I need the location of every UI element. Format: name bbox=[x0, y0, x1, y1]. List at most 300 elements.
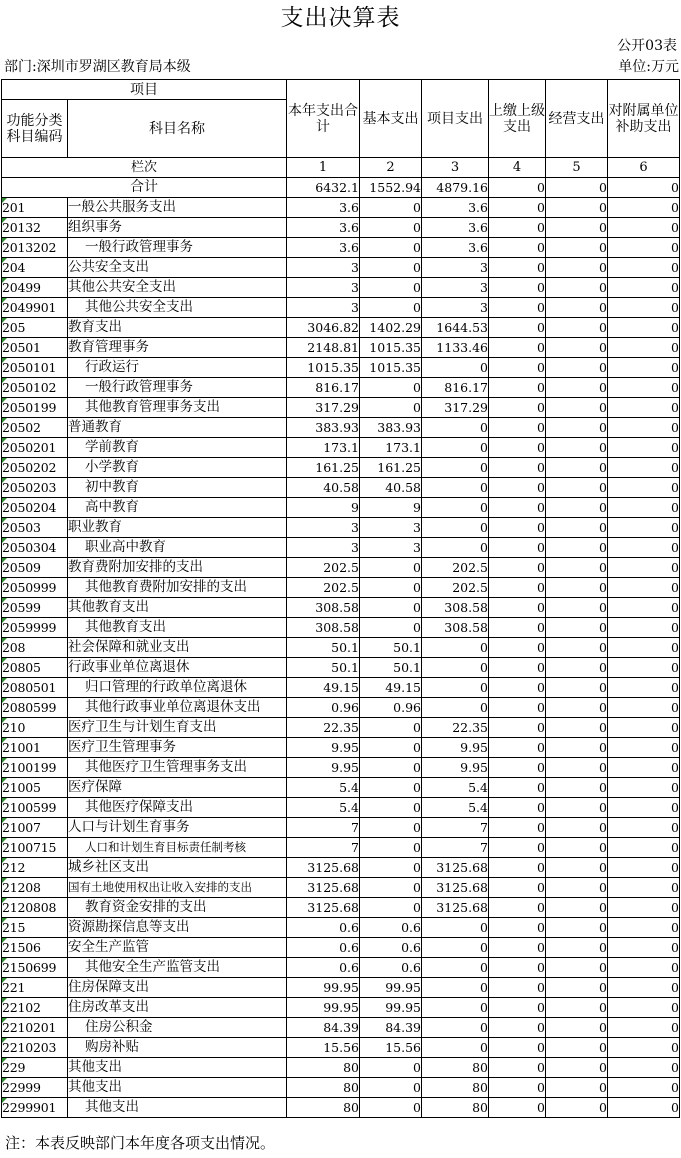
value-cell[interactable]: 0 bbox=[546, 438, 608, 458]
func-code-cell[interactable]: 2050204 bbox=[2, 498, 68, 518]
value-cell[interactable]: 0 bbox=[546, 398, 608, 418]
total-cell[interactable]: 4879.16 bbox=[422, 178, 489, 198]
func-code-cell[interactable]: 210 bbox=[2, 718, 68, 738]
subject-name-cell[interactable]: 归口管理的行政单位离退休 bbox=[68, 678, 287, 698]
value-cell[interactable]: 0 bbox=[489, 518, 546, 538]
value-cell[interactable]: 0 bbox=[608, 978, 680, 998]
header-col-project[interactable]: 项目支出 bbox=[422, 80, 489, 158]
subject-name-cell[interactable]: 其他公共安全支出 bbox=[68, 298, 287, 318]
value-cell[interactable]: 0 bbox=[489, 558, 546, 578]
value-cell[interactable]: 80 bbox=[422, 1058, 489, 1078]
value-cell[interactable]: 0 bbox=[546, 758, 608, 778]
value-cell[interactable]: 0 bbox=[608, 698, 680, 718]
value-cell[interactable]: 0 bbox=[489, 218, 546, 238]
value-cell[interactable]: 9.95 bbox=[422, 758, 489, 778]
func-code-cell[interactable]: 2050304 bbox=[2, 538, 68, 558]
value-cell[interactable]: 99.95 bbox=[287, 998, 360, 1018]
value-cell[interactable]: 202.5 bbox=[287, 558, 360, 578]
value-cell[interactable]: 173.1 bbox=[360, 438, 422, 458]
value-cell[interactable]: 3 bbox=[287, 298, 360, 318]
value-cell[interactable]: 308.58 bbox=[422, 618, 489, 638]
value-cell[interactable]: 0 bbox=[489, 958, 546, 978]
value-cell[interactable]: 0 bbox=[546, 358, 608, 378]
value-cell[interactable]: 0 bbox=[489, 758, 546, 778]
value-cell[interactable]: 0 bbox=[360, 1078, 422, 1098]
subject-name-cell[interactable]: 普通教育 bbox=[68, 418, 287, 438]
value-cell[interactable]: 7 bbox=[287, 818, 360, 838]
subject-name-cell[interactable]: 社会保障和就业支出 bbox=[68, 638, 287, 658]
value-cell[interactable]: 0 bbox=[546, 898, 608, 918]
value-cell[interactable]: 40.58 bbox=[360, 478, 422, 498]
subject-name-cell[interactable]: 高中教育 bbox=[68, 498, 287, 518]
value-cell[interactable]: 0 bbox=[489, 378, 546, 398]
func-code-cell[interactable]: 2050199 bbox=[2, 398, 68, 418]
value-cell[interactable]: 0 bbox=[360, 818, 422, 838]
value-cell[interactable]: 3125.68 bbox=[287, 898, 360, 918]
value-cell[interactable]: 0 bbox=[489, 918, 546, 938]
value-cell[interactable]: 0 bbox=[608, 658, 680, 678]
value-cell[interactable]: 1015.35 bbox=[287, 358, 360, 378]
func-code-cell[interactable]: 2100599 bbox=[2, 798, 68, 818]
value-cell[interactable]: 0 bbox=[489, 678, 546, 698]
func-code-cell[interactable]: 208 bbox=[2, 638, 68, 658]
subject-name-cell[interactable]: 职业高中教育 bbox=[68, 538, 287, 558]
value-cell[interactable]: 0 bbox=[489, 838, 546, 858]
value-cell[interactable]: 3 bbox=[287, 538, 360, 558]
value-cell[interactable]: 0 bbox=[546, 418, 608, 438]
value-cell[interactable]: 0 bbox=[546, 1078, 608, 1098]
value-cell[interactable]: 0 bbox=[546, 258, 608, 278]
value-cell[interactable]: 0 bbox=[546, 598, 608, 618]
subject-name-cell[interactable]: 学前教育 bbox=[68, 438, 287, 458]
value-cell[interactable]: 0 bbox=[360, 738, 422, 758]
value-cell[interactable]: 0 bbox=[489, 298, 546, 318]
value-cell[interactable]: 0 bbox=[489, 598, 546, 618]
header-col-basic[interactable]: 基本支出 bbox=[360, 80, 422, 158]
value-cell[interactable]: 0 bbox=[546, 798, 608, 818]
value-cell[interactable]: 0 bbox=[608, 278, 680, 298]
value-cell[interactable]: 0 bbox=[422, 1018, 489, 1038]
value-cell[interactable]: 99.95 bbox=[287, 978, 360, 998]
value-cell[interactable]: 9.95 bbox=[287, 758, 360, 778]
value-cell[interactable]: 0 bbox=[489, 878, 546, 898]
total-cell[interactable]: 1552.94 bbox=[360, 178, 422, 198]
value-cell[interactable]: 0 bbox=[422, 678, 489, 698]
value-cell[interactable]: 0 bbox=[489, 318, 546, 338]
value-cell[interactable]: 0 bbox=[422, 1038, 489, 1058]
value-cell[interactable]: 0 bbox=[422, 438, 489, 458]
value-cell[interactable]: 0 bbox=[489, 458, 546, 478]
value-cell[interactable]: 308.58 bbox=[287, 598, 360, 618]
subject-name-cell[interactable]: 教育支出 bbox=[68, 318, 287, 338]
subject-name-cell[interactable]: 其他支出 bbox=[68, 1058, 287, 1078]
value-cell[interactable]: 0 bbox=[546, 298, 608, 318]
value-cell[interactable]: 0 bbox=[546, 198, 608, 218]
header-func-code[interactable]: 功能分类科目编码 bbox=[2, 100, 68, 158]
value-cell[interactable]: 0 bbox=[489, 578, 546, 598]
value-cell[interactable]: 80 bbox=[287, 1078, 360, 1098]
value-cell[interactable]: 0 bbox=[489, 398, 546, 418]
func-code-cell[interactable]: 2050102 bbox=[2, 378, 68, 398]
func-code-cell[interactable]: 21506 bbox=[2, 938, 68, 958]
func-code-cell[interactable]: 221 bbox=[2, 978, 68, 998]
value-cell[interactable]: 202.5 bbox=[287, 578, 360, 598]
value-cell[interactable]: 1644.53 bbox=[422, 318, 489, 338]
value-cell[interactable]: 0.6 bbox=[360, 958, 422, 978]
func-code-cell[interactable]: 2080501 bbox=[2, 678, 68, 698]
value-cell[interactable]: 0 bbox=[422, 698, 489, 718]
total-cell[interactable]: 0 bbox=[608, 178, 680, 198]
value-cell[interactable]: 0 bbox=[608, 238, 680, 258]
value-cell[interactable]: 0 bbox=[608, 818, 680, 838]
value-cell[interactable]: 0 bbox=[360, 1098, 422, 1118]
value-cell[interactable]: 0 bbox=[489, 538, 546, 558]
value-cell[interactable]: 49.15 bbox=[287, 678, 360, 698]
header-col-subsidy[interactable]: 对附属单位补助支出 bbox=[608, 80, 680, 158]
value-cell[interactable]: 0 bbox=[608, 418, 680, 438]
subject-name-cell[interactable]: 小学教育 bbox=[68, 458, 287, 478]
func-code-cell[interactable]: 20132 bbox=[2, 218, 68, 238]
value-cell[interactable]: 0 bbox=[608, 218, 680, 238]
value-cell[interactable]: 0 bbox=[489, 938, 546, 958]
value-cell[interactable]: 0 bbox=[546, 778, 608, 798]
header-item-group[interactable]: 项目 bbox=[2, 80, 287, 100]
value-cell[interactable]: 0 bbox=[360, 238, 422, 258]
value-cell[interactable]: 0 bbox=[608, 1078, 680, 1098]
value-cell[interactable]: 40.58 bbox=[287, 478, 360, 498]
value-cell[interactable]: 0 bbox=[422, 518, 489, 538]
value-cell[interactable]: 0 bbox=[489, 238, 546, 258]
func-code-cell[interactable]: 2050202 bbox=[2, 458, 68, 478]
value-cell[interactable]: 3.6 bbox=[287, 218, 360, 238]
value-cell[interactable]: 3.6 bbox=[287, 198, 360, 218]
subject-name-cell[interactable]: 其他支出 bbox=[68, 1098, 287, 1118]
value-cell[interactable]: 0 bbox=[546, 838, 608, 858]
value-cell[interactable]: 5.4 bbox=[422, 798, 489, 818]
value-cell[interactable]: 0 bbox=[608, 738, 680, 758]
value-cell[interactable]: 0 bbox=[360, 758, 422, 778]
value-cell[interactable]: 0 bbox=[608, 938, 680, 958]
value-cell[interactable]: 0 bbox=[360, 858, 422, 878]
value-cell[interactable]: 0 bbox=[546, 638, 608, 658]
colnum-cell[interactable]: 2 bbox=[360, 158, 422, 178]
value-cell[interactable]: 0 bbox=[489, 1058, 546, 1078]
value-cell[interactable]: 0 bbox=[608, 918, 680, 938]
subject-name-cell[interactable]: 国有土地使用权出让收入安排的支出 bbox=[68, 878, 287, 898]
value-cell[interactable]: 0 bbox=[608, 1018, 680, 1038]
value-cell[interactable]: 0 bbox=[546, 538, 608, 558]
value-cell[interactable]: 0 bbox=[546, 878, 608, 898]
value-cell[interactable]: 15.56 bbox=[360, 1038, 422, 1058]
value-cell[interactable]: 0 bbox=[546, 558, 608, 578]
value-cell[interactable]: 3125.68 bbox=[287, 878, 360, 898]
value-cell[interactable]: 0 bbox=[608, 878, 680, 898]
value-cell[interactable]: 50.1 bbox=[360, 638, 422, 658]
value-cell[interactable]: 0 bbox=[608, 958, 680, 978]
value-cell[interactable]: 202.5 bbox=[422, 558, 489, 578]
value-cell[interactable]: 0 bbox=[546, 278, 608, 298]
value-cell[interactable]: 0 bbox=[489, 898, 546, 918]
func-code-cell[interactable]: 20509 bbox=[2, 558, 68, 578]
func-code-cell[interactable]: 2050999 bbox=[2, 578, 68, 598]
value-cell[interactable]: 3125.68 bbox=[422, 898, 489, 918]
value-cell[interactable]: 0 bbox=[489, 278, 546, 298]
subject-name-cell[interactable]: 住房公积金 bbox=[68, 1018, 287, 1038]
value-cell[interactable]: 80 bbox=[287, 1098, 360, 1118]
value-cell[interactable]: 0.6 bbox=[360, 938, 422, 958]
value-cell[interactable]: 2148.81 bbox=[287, 338, 360, 358]
func-code-cell[interactable]: 21007 bbox=[2, 818, 68, 838]
value-cell[interactable]: 308.58 bbox=[422, 598, 489, 618]
value-cell[interactable]: 0.6 bbox=[287, 958, 360, 978]
subject-name-cell[interactable]: 人口和计划生育目标责任制考核 bbox=[68, 838, 287, 858]
header-col-business[interactable]: 经营支出 bbox=[546, 80, 608, 158]
value-cell[interactable]: 0 bbox=[608, 1098, 680, 1118]
subject-name-cell[interactable]: 教育管理事务 bbox=[68, 338, 287, 358]
value-cell[interactable]: 80 bbox=[422, 1098, 489, 1118]
value-cell[interactable]: 0 bbox=[608, 578, 680, 598]
value-cell[interactable]: 50.1 bbox=[287, 658, 360, 678]
value-cell[interactable]: 0 bbox=[546, 518, 608, 538]
func-code-cell[interactable]: 2050101 bbox=[2, 358, 68, 378]
value-cell[interactable]: 7 bbox=[422, 838, 489, 858]
value-cell[interactable]: 3 bbox=[287, 518, 360, 538]
value-cell[interactable]: 0 bbox=[489, 438, 546, 458]
subject-name-cell[interactable]: 组织事务 bbox=[68, 218, 287, 238]
value-cell[interactable]: 1133.46 bbox=[422, 338, 489, 358]
subject-name-cell[interactable]: 初中教育 bbox=[68, 478, 287, 498]
value-cell[interactable]: 816.17 bbox=[287, 378, 360, 398]
value-cell[interactable]: 173.1 bbox=[287, 438, 360, 458]
value-cell[interactable]: 0 bbox=[546, 218, 608, 238]
subject-name-cell[interactable]: 一般行政管理事务 bbox=[68, 238, 287, 258]
value-cell[interactable]: 0 bbox=[608, 398, 680, 418]
value-cell[interactable]: 0 bbox=[489, 858, 546, 878]
subject-name-cell[interactable]: 安全生产监管 bbox=[68, 938, 287, 958]
value-cell[interactable]: 0 bbox=[489, 818, 546, 838]
value-cell[interactable]: 0 bbox=[360, 218, 422, 238]
value-cell[interactable]: 0 bbox=[608, 858, 680, 878]
value-cell[interactable]: 0 bbox=[546, 458, 608, 478]
value-cell[interactable]: 0 bbox=[608, 298, 680, 318]
value-cell[interactable]: 0 bbox=[360, 258, 422, 278]
subject-name-cell[interactable]: 住房保障支出 bbox=[68, 978, 287, 998]
value-cell[interactable]: 0.96 bbox=[360, 698, 422, 718]
value-cell[interactable]: 0 bbox=[489, 338, 546, 358]
value-cell[interactable]: 0 bbox=[422, 358, 489, 378]
subject-name-cell[interactable]: 其他医疗卫生管理事务支出 bbox=[68, 758, 287, 778]
value-cell[interactable]: 0 bbox=[489, 1018, 546, 1038]
header-col-upper[interactable]: 上缴上级支出 bbox=[489, 80, 546, 158]
value-cell[interactable]: 0 bbox=[608, 258, 680, 278]
subject-name-cell[interactable]: 城乡社区支出 bbox=[68, 858, 287, 878]
value-cell[interactable]: 0 bbox=[422, 458, 489, 478]
value-cell[interactable]: 99.95 bbox=[360, 998, 422, 1018]
subject-name-cell[interactable]: 其他安全生产监管支出 bbox=[68, 958, 287, 978]
func-code-cell[interactable]: 205 bbox=[2, 318, 68, 338]
value-cell[interactable]: 0 bbox=[608, 478, 680, 498]
colnum-cell[interactable]: 3 bbox=[422, 158, 489, 178]
value-cell[interactable]: 0 bbox=[422, 958, 489, 978]
value-cell[interactable]: 80 bbox=[422, 1078, 489, 1098]
value-cell[interactable]: 0 bbox=[608, 558, 680, 578]
func-code-cell[interactable]: 2080599 bbox=[2, 698, 68, 718]
total-label[interactable]: 合计 bbox=[2, 178, 287, 198]
value-cell[interactable]: 0 bbox=[608, 338, 680, 358]
value-cell[interactable]: 0 bbox=[608, 498, 680, 518]
header-subject-name[interactable]: 科目名称 bbox=[68, 100, 287, 158]
value-cell[interactable]: 0 bbox=[608, 838, 680, 858]
value-cell[interactable]: 0 bbox=[546, 938, 608, 958]
value-cell[interactable]: 0 bbox=[422, 498, 489, 518]
value-cell[interactable]: 0 bbox=[489, 358, 546, 378]
total-cell[interactable]: 6432.1 bbox=[287, 178, 360, 198]
value-cell[interactable]: 0 bbox=[489, 1098, 546, 1118]
func-code-cell[interactable]: 22102 bbox=[2, 998, 68, 1018]
subject-name-cell[interactable]: 其他医疗保障支出 bbox=[68, 798, 287, 818]
value-cell[interactable]: 0 bbox=[608, 1058, 680, 1078]
colnum-cell[interactable]: 1 bbox=[287, 158, 360, 178]
func-code-cell[interactable]: 212 bbox=[2, 858, 68, 878]
value-cell[interactable]: 0 bbox=[546, 318, 608, 338]
value-cell[interactable]: 0 bbox=[608, 678, 680, 698]
subject-name-cell[interactable]: 其他教育管理事务支出 bbox=[68, 398, 287, 418]
value-cell[interactable]: 0 bbox=[489, 658, 546, 678]
value-cell[interactable]: 0 bbox=[489, 1078, 546, 1098]
func-code-cell[interactable]: 2049901 bbox=[2, 298, 68, 318]
value-cell[interactable]: 0 bbox=[360, 778, 422, 798]
value-cell[interactable]: 1015.35 bbox=[360, 338, 422, 358]
subject-name-cell[interactable]: 公共安全支出 bbox=[68, 258, 287, 278]
value-cell[interactable]: 0 bbox=[546, 958, 608, 978]
value-cell[interactable]: 0 bbox=[422, 658, 489, 678]
value-cell[interactable]: 3 bbox=[360, 538, 422, 558]
value-cell[interactable]: 0 bbox=[422, 478, 489, 498]
value-cell[interactable]: 0 bbox=[546, 338, 608, 358]
value-cell[interactable]: 1015.35 bbox=[360, 358, 422, 378]
subject-name-cell[interactable]: 其他教育支出 bbox=[68, 618, 287, 638]
subject-name-cell[interactable]: 医疗保障 bbox=[68, 778, 287, 798]
value-cell[interactable]: 0 bbox=[608, 618, 680, 638]
func-code-cell[interactable]: 20503 bbox=[2, 518, 68, 538]
value-cell[interactable]: 0 bbox=[360, 618, 422, 638]
value-cell[interactable]: 161.25 bbox=[360, 458, 422, 478]
func-code-cell[interactable]: 2120808 bbox=[2, 898, 68, 918]
subject-name-cell[interactable]: 医疗卫生与计划生育支出 bbox=[68, 718, 287, 738]
value-cell[interactable]: 3 bbox=[287, 278, 360, 298]
value-cell[interactable]: 0 bbox=[546, 678, 608, 698]
value-cell[interactable]: 0 bbox=[422, 638, 489, 658]
func-code-cell[interactable]: 2059999 bbox=[2, 618, 68, 638]
value-cell[interactable]: 9 bbox=[360, 498, 422, 518]
subject-name-cell[interactable]: 人口与计划生育事务 bbox=[68, 818, 287, 838]
value-cell[interactable]: 0.6 bbox=[360, 918, 422, 938]
value-cell[interactable]: 3125.68 bbox=[422, 858, 489, 878]
func-code-cell[interactable]: 2100199 bbox=[2, 758, 68, 778]
value-cell[interactable]: 3 bbox=[422, 298, 489, 318]
value-cell[interactable]: 3.6 bbox=[422, 198, 489, 218]
value-cell[interactable]: 3 bbox=[422, 278, 489, 298]
value-cell[interactable]: 0 bbox=[360, 878, 422, 898]
value-cell[interactable]: 0 bbox=[489, 638, 546, 658]
subject-name-cell[interactable]: 住房改革支出 bbox=[68, 998, 287, 1018]
value-cell[interactable]: 0 bbox=[546, 998, 608, 1018]
value-cell[interactable]: 0 bbox=[360, 718, 422, 738]
value-cell[interactable]: 50.1 bbox=[360, 658, 422, 678]
value-cell[interactable]: 0 bbox=[360, 598, 422, 618]
value-cell[interactable]: 3.6 bbox=[422, 218, 489, 238]
value-cell[interactable]: 7 bbox=[422, 818, 489, 838]
value-cell[interactable]: 3125.68 bbox=[287, 858, 360, 878]
value-cell[interactable]: 0 bbox=[546, 918, 608, 938]
value-cell[interactable]: 202.5 bbox=[422, 578, 489, 598]
value-cell[interactable]: 0 bbox=[489, 998, 546, 1018]
value-cell[interactable]: 308.58 bbox=[287, 618, 360, 638]
value-cell[interactable]: 0 bbox=[489, 738, 546, 758]
value-cell[interactable]: 3046.82 bbox=[287, 318, 360, 338]
value-cell[interactable]: 0 bbox=[489, 1038, 546, 1058]
func-code-cell[interactable]: 2210203 bbox=[2, 1038, 68, 1058]
subject-name-cell[interactable]: 教育资金安排的支出 bbox=[68, 898, 287, 918]
value-cell[interactable]: 383.93 bbox=[360, 418, 422, 438]
value-cell[interactable]: 0 bbox=[608, 718, 680, 738]
value-cell[interactable]: 1402.29 bbox=[360, 318, 422, 338]
colnum-cell[interactable]: 6 bbox=[608, 158, 680, 178]
value-cell[interactable]: 0 bbox=[608, 438, 680, 458]
value-cell[interactable]: 0 bbox=[608, 378, 680, 398]
value-cell[interactable]: 0.6 bbox=[287, 918, 360, 938]
value-cell[interactable]: 0 bbox=[489, 498, 546, 518]
subject-name-cell[interactable]: 职业教育 bbox=[68, 518, 287, 538]
value-cell[interactable]: 0 bbox=[422, 978, 489, 998]
value-cell[interactable]: 0 bbox=[489, 978, 546, 998]
value-cell[interactable]: 3.6 bbox=[422, 238, 489, 258]
subject-name-cell[interactable]: 其他行政事业单位离退休支出 bbox=[68, 698, 287, 718]
subject-name-cell[interactable]: 教育费附加安排的支出 bbox=[68, 558, 287, 578]
value-cell[interactable]: 0 bbox=[360, 198, 422, 218]
value-cell[interactable]: 0 bbox=[546, 698, 608, 718]
value-cell[interactable]: 0 bbox=[608, 358, 680, 378]
value-cell[interactable]: 0 bbox=[489, 778, 546, 798]
value-cell[interactable]: 9 bbox=[287, 498, 360, 518]
func-code-cell[interactable]: 20499 bbox=[2, 278, 68, 298]
value-cell[interactable]: 0.96 bbox=[287, 698, 360, 718]
value-cell[interactable]: 0 bbox=[608, 518, 680, 538]
func-code-cell[interactable]: 20501 bbox=[2, 338, 68, 358]
value-cell[interactable]: 9.95 bbox=[422, 738, 489, 758]
subject-name-cell[interactable]: 其他教育支出 bbox=[68, 598, 287, 618]
value-cell[interactable]: 0 bbox=[489, 258, 546, 278]
value-cell[interactable]: 0 bbox=[422, 938, 489, 958]
subject-name-cell[interactable]: 医疗卫生管理事务 bbox=[68, 738, 287, 758]
value-cell[interactable]: 5.4 bbox=[422, 778, 489, 798]
value-cell[interactable]: 50.1 bbox=[287, 638, 360, 658]
subject-name-cell[interactable]: 一般行政管理事务 bbox=[68, 378, 287, 398]
value-cell[interactable]: 0 bbox=[608, 318, 680, 338]
value-cell[interactable]: 0 bbox=[546, 818, 608, 838]
value-cell[interactable]: 0 bbox=[489, 418, 546, 438]
value-cell[interactable]: 0 bbox=[608, 538, 680, 558]
value-cell[interactable]: 0 bbox=[360, 398, 422, 418]
colnum-cell[interactable]: 4 bbox=[489, 158, 546, 178]
total-cell[interactable]: 0 bbox=[546, 178, 608, 198]
subject-name-cell[interactable]: 资源勘探信息等支出 bbox=[68, 918, 287, 938]
value-cell[interactable]: 0 bbox=[546, 858, 608, 878]
value-cell[interactable]: 0 bbox=[546, 658, 608, 678]
value-cell[interactable]: 49.15 bbox=[360, 678, 422, 698]
value-cell[interactable]: 0 bbox=[608, 898, 680, 918]
subject-name-cell[interactable]: 其他教育费附加安排的支出 bbox=[68, 578, 287, 598]
